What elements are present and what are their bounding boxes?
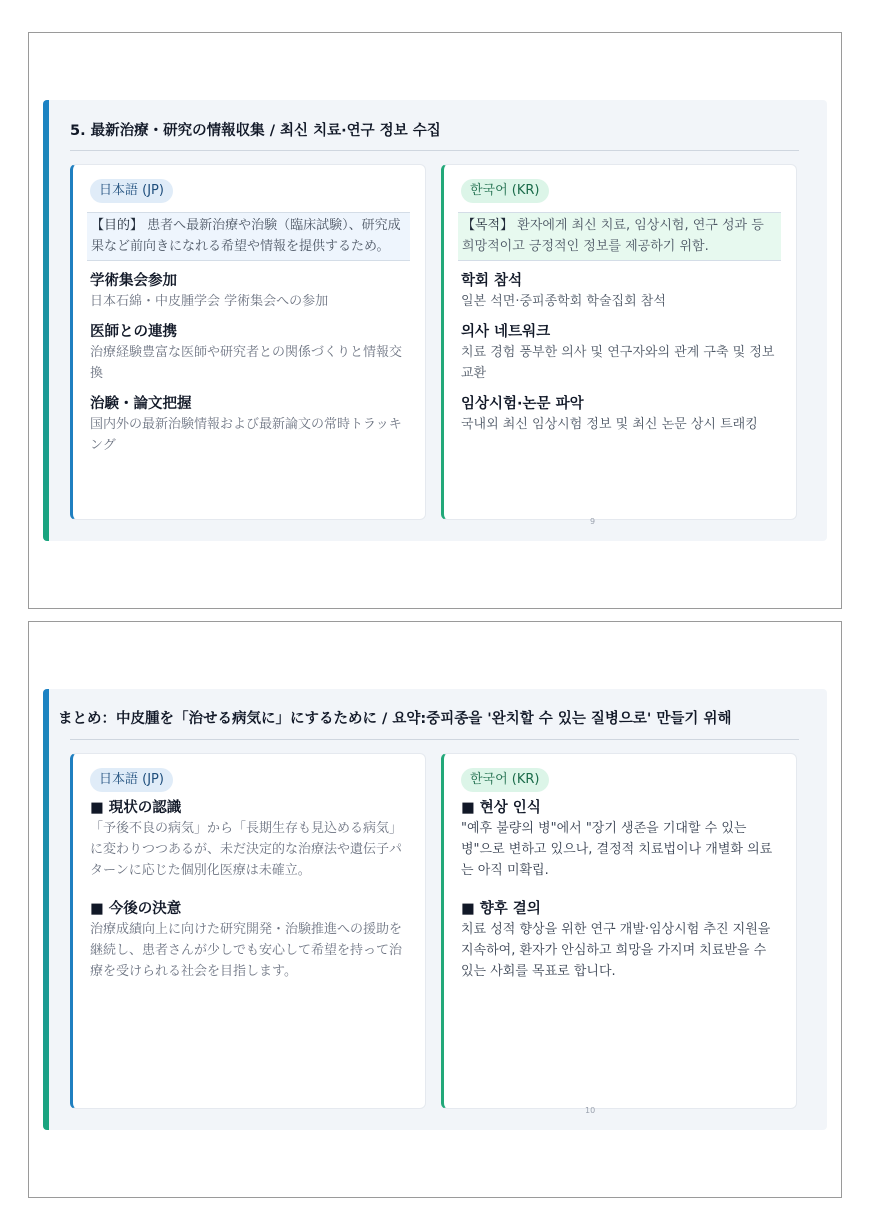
japanese-card [70, 753, 426, 1109]
purpose-box [87, 212, 410, 261]
summary-section [461, 899, 780, 982]
list-item [90, 322, 409, 384]
section-body: 「予後不良の病気」から「長期生存も見込める病気」に変わりつつあるが、未だ決定的な治療法や遺伝子パターンに応じた個別化医療は未確立。 [90, 821, 403, 878]
item-body: 日本石綿・中皮腫学会 学術集会への参加 [90, 294, 329, 309]
purpose-text: 患者へ最新治療や治験（臨床試験）、研究成果など前向きになれる希望や情報を提供するため。 [91, 218, 401, 254]
japanese-card [70, 164, 426, 520]
summary-section [90, 899, 409, 982]
purpose-tag: 【목적】 [462, 218, 514, 233]
page-number: 9 [590, 517, 596, 526]
section-title: ■ 現状の認識 [90, 800, 182, 816]
summary-section [90, 798, 409, 881]
language-badge-jp: 日本語 (JP) [90, 179, 173, 203]
item-body: 国内外の最新治験情報および最新論文の常時トラッキング [90, 417, 402, 453]
document-page-9 [28, 32, 842, 609]
item-title: 治験・論文把握 [90, 396, 192, 412]
purpose-text: 환자에게 최신 치료, 임상시험, 연구 성과 등 희망적이고 긍정적인 정보를 제공하기 위함. [462, 218, 764, 254]
summary-section [461, 798, 780, 881]
section-title: ■ 今後の決意 [90, 901, 182, 917]
item-body: 治療経験豊富な医師や研究者との関係づくりと情報交換 [90, 345, 403, 381]
list-item [461, 271, 780, 312]
slide [43, 100, 827, 541]
title-divider [70, 739, 799, 740]
page-number: 10 [585, 1106, 596, 1115]
slide-title: まとめ：中皮腫を「治せる病気に」にするために / 요약:중피종을 '완치할 수 있는 질병으로' 만들기 위해 [58, 711, 732, 727]
list-item [90, 271, 409, 312]
korean-card [441, 164, 797, 520]
item-title: 임상시험·논문 파악 [461, 396, 584, 412]
section-body: 치료 성적 향상을 위한 연구 개발·임상시험 추진 지원을 지속하여, 환자가 안심하고 희망을 가지며 치료받을 수 있는 사회를 목표로 합니다. [461, 922, 771, 979]
title-divider [70, 150, 799, 151]
item-body: 국내외 최신 임상시험 정보 및 최신 논문 상시 트래킹 [461, 417, 758, 432]
slide-accent-bar [43, 100, 49, 541]
list-item [461, 322, 780, 384]
korean-card [441, 753, 797, 1109]
list-item [90, 394, 409, 456]
slide-title: 5. 最新治療・研究の情報収集 / 최신 치료·연구 정보 수집 [70, 123, 441, 139]
section-body: "예후 불량의 병"에서 "장기 생존을 기대할 수 있는 병"으로 변하고 있으나, 결정적 치료법이나 개별화 의료는 아직 미확립. [461, 821, 773, 878]
section-title: ■ 향후 결의 [461, 901, 541, 917]
language-badge-kr: 한국어 (KR) [461, 179, 549, 203]
item-title: 医師との連携 [90, 324, 177, 340]
document-page-10 [28, 621, 842, 1198]
language-badge-jp: 日本語 (JP) [90, 768, 173, 792]
item-title: 학회 참석 [461, 273, 523, 289]
item-body: 치료 경험 풍부한 의사 및 연구자와의 관계 구축 및 정보 교환 [461, 345, 775, 381]
purpose-box [458, 212, 781, 261]
section-title: ■ 현상 인식 [461, 800, 541, 816]
slide-accent-bar [43, 689, 49, 1130]
item-title: 学術集会参加 [90, 273, 177, 289]
item-body: 일본 석면·중피종학회 학술집회 참석 [461, 294, 666, 309]
slide [43, 689, 827, 1130]
language-badge-kr: 한국어 (KR) [461, 768, 549, 792]
list-item [461, 394, 780, 435]
purpose-tag: 【目的】 [91, 218, 144, 233]
section-body: 治療成績向上に向けた研究開発・治験推進への援助を継続し、患者さんが少しでも安心して希望を持って治療を受けられる社会を目指します。 [90, 922, 403, 979]
item-title: 의사 네트워크 [461, 324, 551, 340]
